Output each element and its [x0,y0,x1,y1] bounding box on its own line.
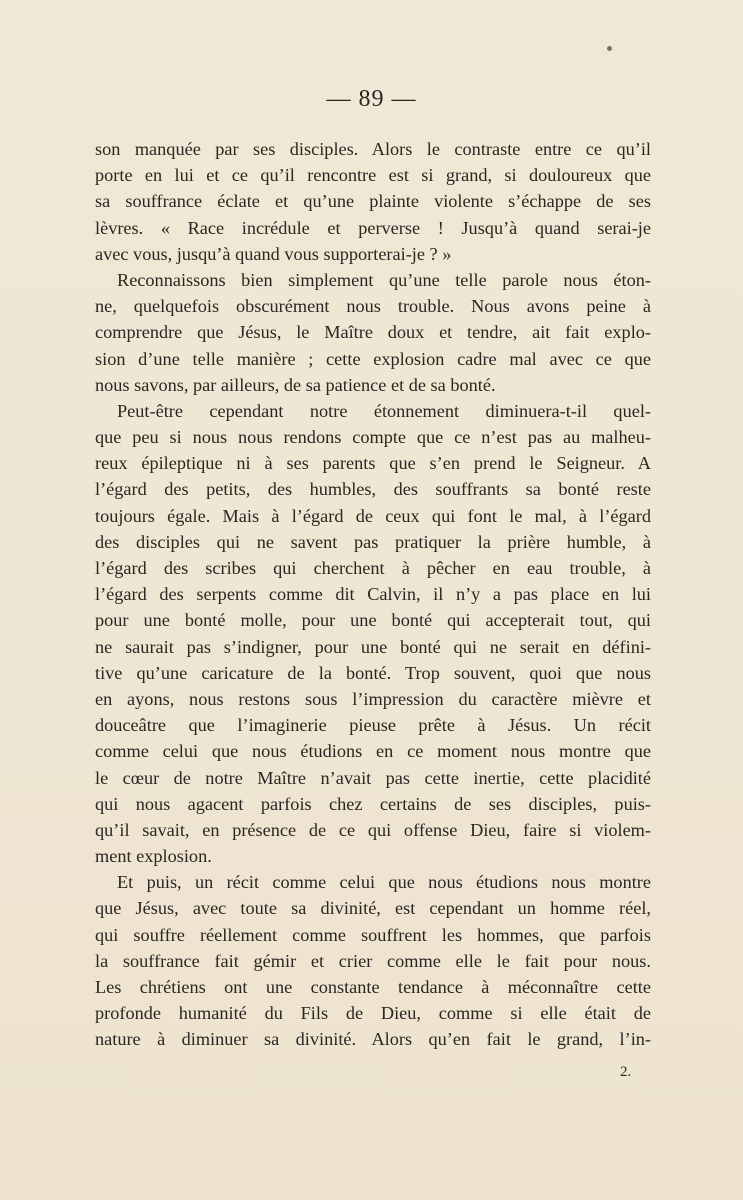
text-line: sion d’une telle manière ; cette explosion cadre mal avec ce que [95,348,651,369]
text-line: ne saurait pas s’indigner, pour une bonté qui ne serait en défini- [95,636,651,657]
text-line: Peut-être cependant notre étonnement diminuera-t-il quel- [117,400,651,421]
text-line: la souffrance fait gémir et crier comme elle le fait pour nous. [95,950,651,971]
paragraph [95,398,651,869]
text-line: l’égard des serpents comme dit Calvin, il n’y a pas place en lui [95,584,651,605]
text-line: lèvres. « Race incrédule et perverse ! Jusqu’à quand serai-je [95,217,651,238]
text-line: l’égard des petits, des humbles, des souffrants sa bonté reste [95,479,651,500]
text-line: sa souffrance éclate et qu’une plainte violente s’échappe de ses [95,191,651,212]
text-line: que peu si nous nous rendons compte que ce n’est pas au malheu- [95,427,651,448]
text-line: le cœur de notre Maître n’avait pas cette inertie, cette placidité [95,767,651,788]
text-line: ment explosion. [95,846,212,867]
text-line: qu’il savait, en présence de ce qui offense Dieu, faire si violem- [95,819,651,840]
text-line: l’égard des scribes qui cherchent à pêcher en eau trouble, à [95,558,651,578]
text-line: son manquée par ses disciples. Alors le contraste entre ce qu’il [95,139,651,159]
text-line: avec vous, jusqu’à quand vous supporterai-je ? » [95,243,452,264]
text-line: profonde humanité du Fils de Dieu, comme si elle était de [95,1003,651,1024]
body-text [95,136,651,1053]
text-line: porte en lui et ce qu’il rencontre est si grand, si douloureux que [95,165,651,186]
text-line: qui souffre réellement comme souffrent les hommes, que parfois [95,924,651,945]
text-line: en ayons, nous restons sous l’impression du caractère mièvre et [95,688,651,709]
paragraph [95,267,651,398]
ink-speck [607,46,612,51]
text-line: Les chrétiens ont une constante tendance à méconnaître cette [95,977,651,997]
text-line: nature à diminuer sa divinité. Alors qu’en fait le grand, l’in- [95,1029,651,1050]
text-line: que Jésus, avec toute sa divinité, est cependant un homme réel, [95,898,651,919]
paragraph [95,136,651,267]
text-line: comme celui que nous étudions en ce moment nous montre que [95,741,651,762]
text-line: Et puis, un récit comme celui que nous étudions nous montre [117,872,651,893]
text-line: nous savons, par ailleurs, de sa patience et de sa bonté. [95,374,496,395]
page-number: — 89 — [326,86,417,112]
text-line: tive qu’une caricature de la bonté. Trop souvent, quoi que nous [95,662,651,683]
text-line: Reconnaissons bien simplement qu’une telle parole nous éton- [117,269,651,290]
signature-mark: 2. [620,1064,632,1080]
text-line: des disciples qui ne savent pas pratiquer la prière humble, à [95,531,651,552]
text-line: pour une bonté molle, pour une bonté qui accepterait tout, qui [95,610,651,631]
text-line: toujours égale. Mais à l’égard de ceux qui font le mal, à l’égard [95,505,651,526]
text-line: reux épileptique ni à ses parents que s’en prend le Seigneur. A [95,453,651,474]
paragraph [95,869,651,1052]
text-line: douceâtre que l’imaginerie pieuse prête à Jésus. Un récit [95,715,651,736]
text-line: comprendre que Jésus, le Maître doux et tendre, ait fait explo- [95,322,651,343]
text-line: ne, quelquefois obscurément nous trouble. Nous avons peine à [95,296,651,317]
text-line: qui nous agacent parfois chez certains de ses disciples, puis- [95,793,651,814]
